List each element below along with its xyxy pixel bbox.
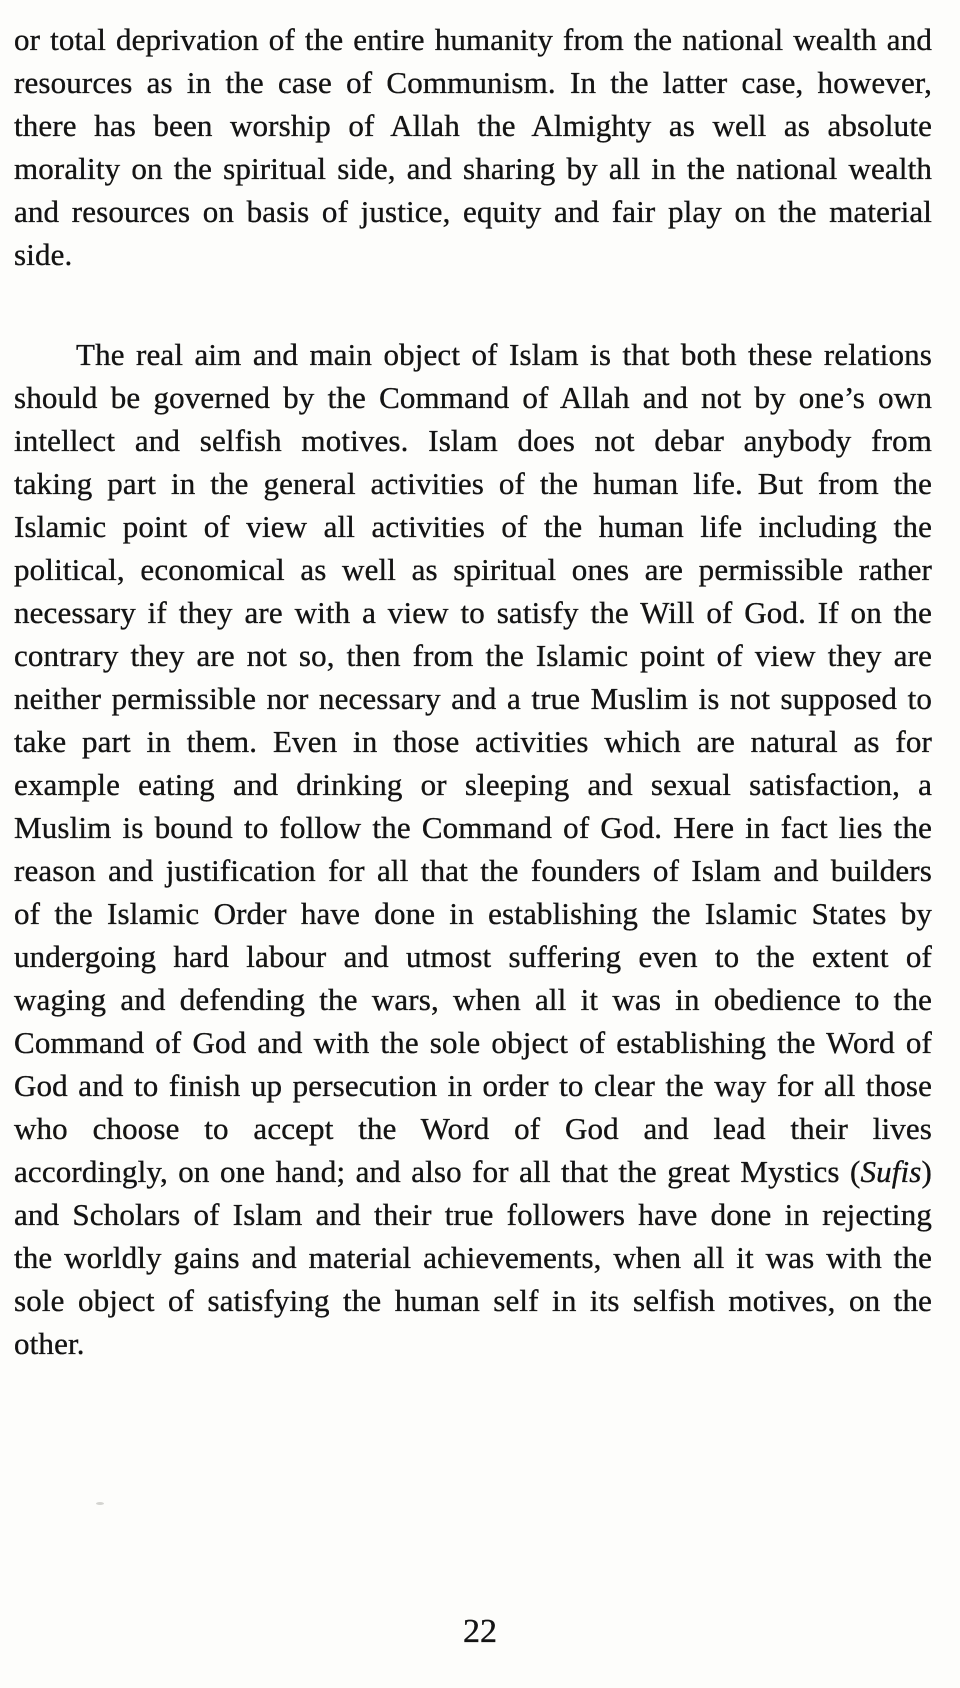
paragraph-text: The real aim and main object of Islam is that both these relations should be governed by the Command of Allah and not by one’s own intellect and selfish motives. Islam does not debar anybody from taking part in the general activities of the human life. But from the Islamic point of view all activities of the human life including the political, economical as well as spiritual ones are permissible rather necessary if they are with a view to satisfy the Will of God. If on the contrary they are not so, then from the Islamic point of view they are neither permissible nor necessary and a true Muslim is not supposed to take part in them. Even in those activities which are natural as for example eating and drinking or sleeping and sexual satisfaction, a Muslim is bound to follow the Command of God. Here in fact lies the reason and justification for all that the founders of Islam and builders of the Islamic Order have done in establishing the Islamic States by undergoing hard labour and utmost suffering even to the extent of waging and defending the wars, when all it was in obedience to the Command of God and with the sole object of establishing the Word of God and to finish up persecution in order to clear the way for all those who choose to accept the Word of God and lead their lives accordingly, on one hand; and also for all that the great Mystics ( <box>14 337 932 1189</box>
page-number: 22 <box>463 1613 497 1650</box>
paragraph-text: ) and Scholars of Islam and their true followers have done in rejecting the worldly gains and material achievements, when all it was with the sole object of satisfying the human self in its selfish motives, on the other. <box>14 1154 932 1361</box>
scan-artifact <box>96 1502 104 1505</box>
paragraph-continuation: or total deprivation of the entire humanity from the national wealth and resources as in the case of Communism. In the latter case, however, there has been worship of Allah the Almighty as well as absolute morality on the spiritual side, and sharing by all in the national wealth and resources on basis of justice, equity and fair play on the material side. <box>14 22 932 272</box>
paragraph-main <box>14 333 932 1365</box>
italic-term-sufis: Sufis <box>860 1154 922 1189</box>
